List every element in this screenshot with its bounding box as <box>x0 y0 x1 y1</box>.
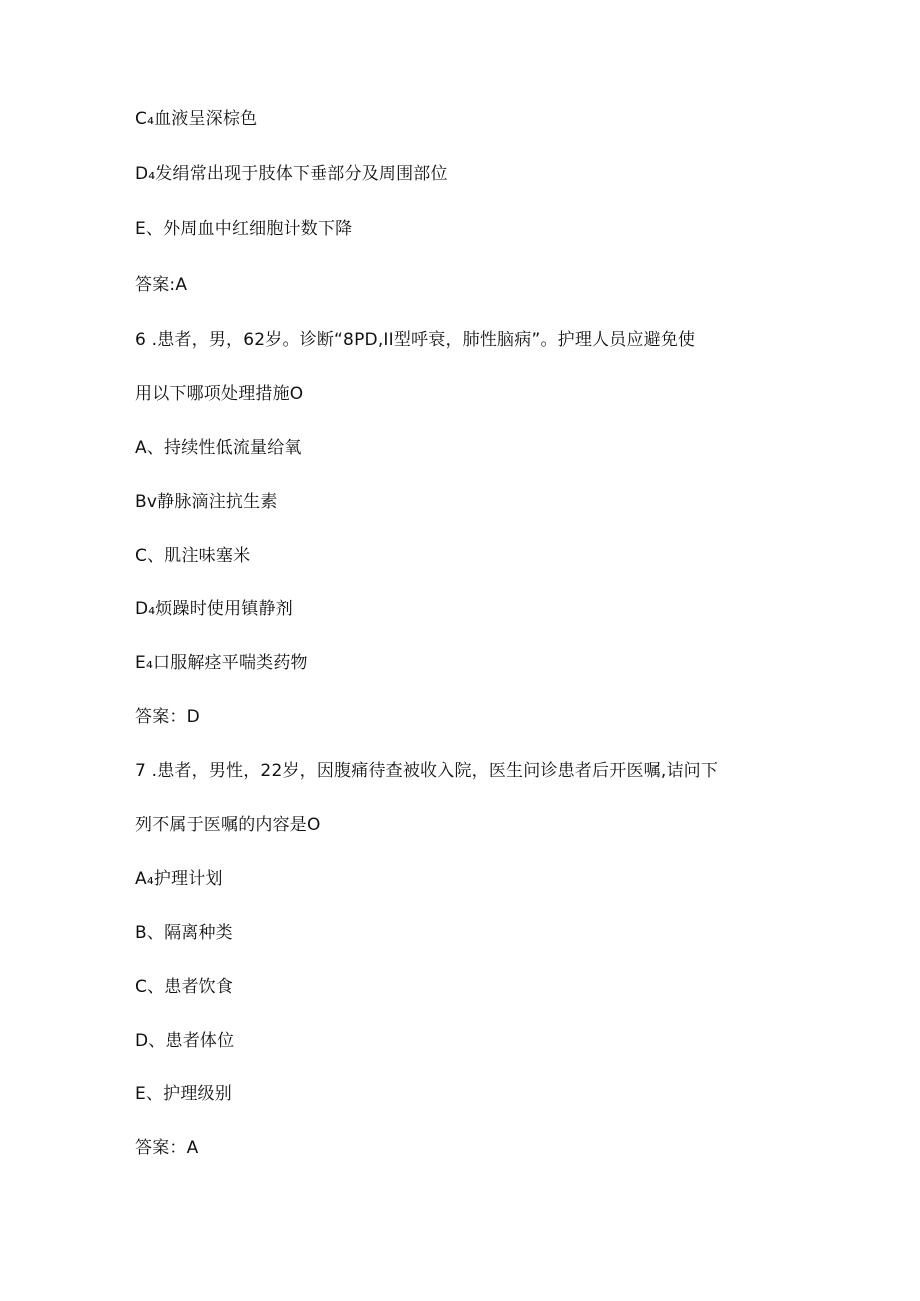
q7-answer: 答案：A <box>135 1138 199 1158</box>
q6-option-e: E₄口服解痉平喘类药物 <box>135 653 308 673</box>
q7-option-d: D、患者体位 <box>135 1031 235 1051</box>
q5-option-c: C₄血液呈深棕色 <box>135 109 258 129</box>
q7-option-b: B、隔离种类 <box>135 923 233 943</box>
q5-option-e: E、外周血中红细胞计数下降 <box>135 219 353 239</box>
q7-option-c: C、患者饮食 <box>135 977 234 997</box>
q6-answer: 答案：D <box>135 707 200 727</box>
q7-stem-line-1: 7 .患者，男性，22岁，因腹痛待查被收入院，医生问诊患者后开医嘱,诘问下 <box>135 761 719 781</box>
q6-option-a: A、持续性低流量给氧 <box>135 438 302 458</box>
q7-option-e: E、护理级别 <box>135 1084 232 1104</box>
q6-stem-line-2: 用以下哪项处理措施O <box>135 384 304 404</box>
q5-option-d: D₄发绢常出现于肢体下垂部分及周围部位 <box>135 164 448 184</box>
q6-option-b: Bv静脉滴注抗生素 <box>135 492 278 512</box>
q6-option-c: C、肌注味塞米 <box>135 546 251 566</box>
q5-answer: 答案:A <box>135 275 188 295</box>
q7-stem-line-2: 列不属于医嘱的内容是O <box>135 815 321 835</box>
q7-option-a: A₄护理计划 <box>135 869 223 889</box>
q6-option-d: D₄烦躁时使用镇静剂 <box>135 599 293 619</box>
q6-stem-line-1: 6 .患者，男，62岁。诊断“8PD,II型呼衰，肺性脑病”。护理人员应避免使 <box>135 330 696 350</box>
